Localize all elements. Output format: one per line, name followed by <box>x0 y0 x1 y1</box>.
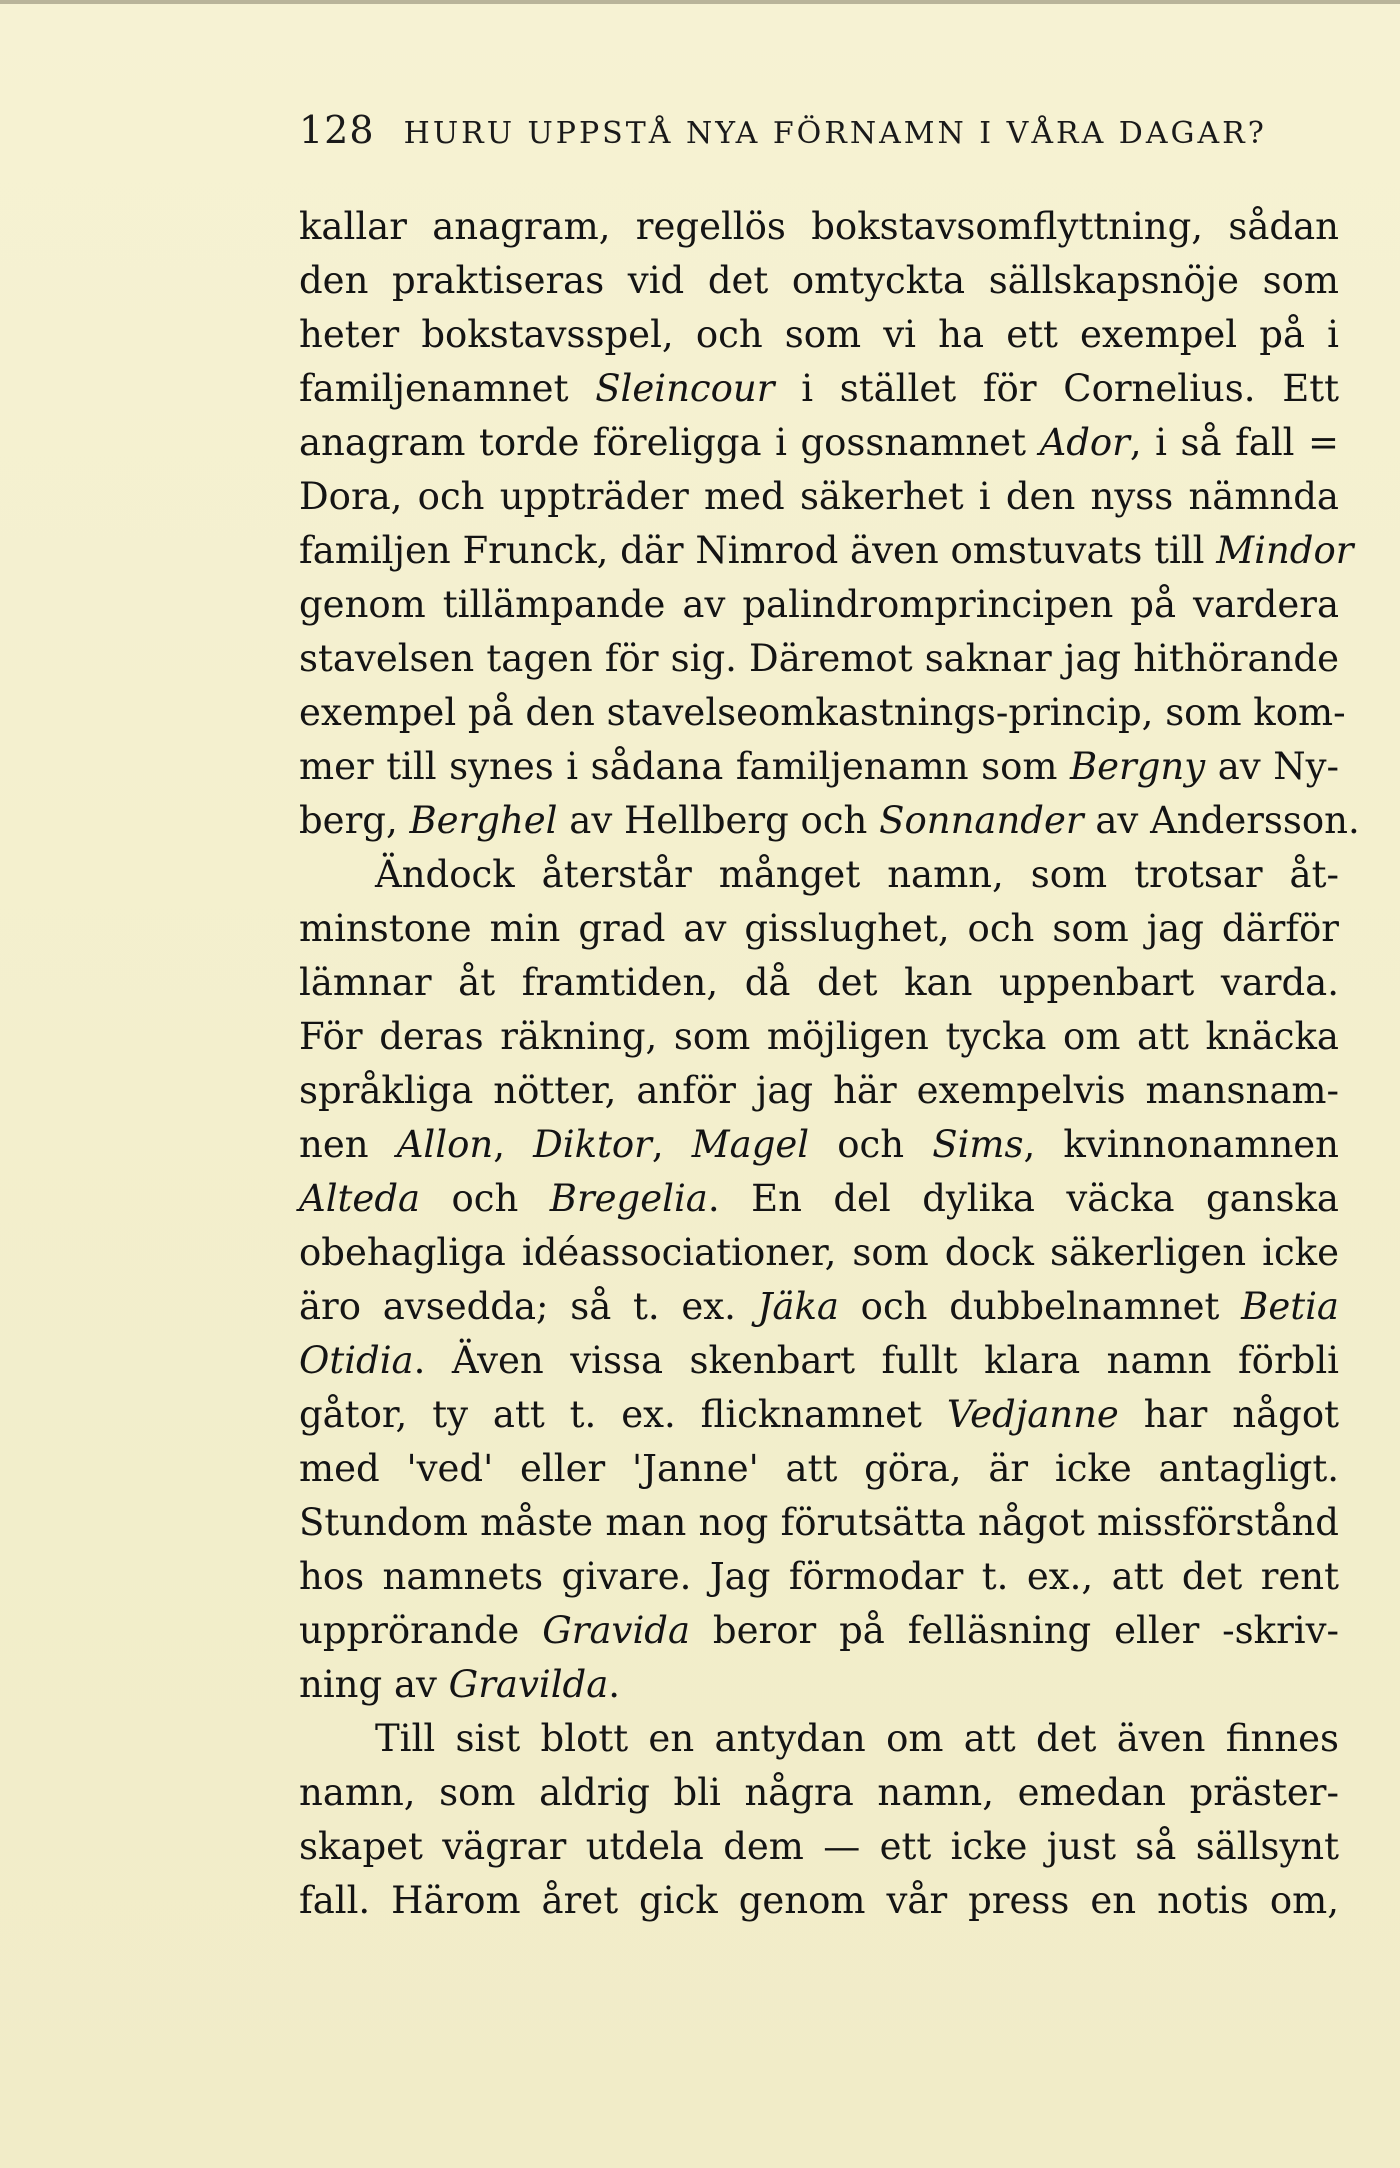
text-segment: äro avsedda; så t. ex. <box>299 1285 758 1328</box>
text-segment: . Även vissa skenbart fullt klara namn förbli <box>413 1339 1339 1382</box>
text-segment: genom tillämpande av palindromprincipen på vardera <box>299 583 1339 626</box>
text-line <box>299 740 1339 794</box>
text-segment: , i så fall = <box>1129 421 1340 464</box>
text-segment: och <box>809 1123 933 1166</box>
text-segment: lämnar åt framtiden, då det kan uppenbart varda. <box>299 961 1339 1004</box>
page-header <box>299 108 1339 168</box>
body-text <box>299 200 1360 1928</box>
text-segment: , <box>493 1123 534 1166</box>
text-segment: av Andersson. <box>1083 799 1360 842</box>
text-segment: exempel på den stavelseomkastnings-princip, som kom- <box>299 691 1346 734</box>
text-segment: stavelsen tagen för sig. Däremot saknar jag hithörande <box>299 637 1339 680</box>
text-segment: med 'ved' eller 'Janne' att göra, är icke antagligt. <box>299 1447 1339 1490</box>
text-line <box>299 1172 1339 1226</box>
text-line <box>299 308 1339 362</box>
text-line <box>299 1388 1339 1442</box>
text-line <box>299 1010 1339 1064</box>
text-line <box>299 1604 1339 1658</box>
text-segment: namn, som aldrig bli några namn, emedan präster- <box>299 1771 1339 1814</box>
italic-name: Berghel <box>409 799 558 842</box>
text-line <box>299 200 1339 254</box>
italic-name: Allon <box>396 1123 494 1166</box>
text-line <box>299 416 1339 470</box>
italic-name: Gravilda <box>448 1663 609 1706</box>
text-line <box>299 1118 1339 1172</box>
text-line <box>299 794 1360 848</box>
text-line <box>299 1766 1339 1820</box>
text-line <box>299 1064 1339 1118</box>
italic-name: Mindor <box>1216 529 1354 572</box>
text-line <box>299 1226 1339 1280</box>
text-segment: För deras räkning, som möjligen tycka om att knäcka <box>299 1015 1339 1058</box>
text-segment: . En del dylika väcka ganska <box>707 1177 1339 1220</box>
text-segment: och dubbelnamnet <box>838 1285 1242 1328</box>
text-segment: den praktiseras vid det omtyckta sällskapsnöje som <box>299 259 1339 302</box>
text-line <box>299 1874 1339 1928</box>
text-segment: kallar anagram, regellös bokstavsomflyttning, sådan <box>299 205 1339 248</box>
text-segment: i stället för Cornelius. Ett <box>774 367 1339 410</box>
text-line <box>299 524 1354 578</box>
text-line <box>299 1820 1339 1874</box>
text-segment: familjenamnet <box>299 367 596 410</box>
text-segment: Dora, och uppträder med säkerhet i den nyss nämnda <box>299 475 1339 518</box>
text-segment: beror på felläsning eller -skriv- <box>690 1609 1339 1652</box>
text-line <box>299 1280 1339 1334</box>
text-line <box>299 254 1339 308</box>
italic-name: Betia <box>1241 1285 1339 1328</box>
text-segment: av Hellberg och <box>557 799 880 842</box>
italic-name: Vedjanne <box>946 1393 1119 1436</box>
text-line <box>299 956 1339 1010</box>
text-segment: Till sist blott en antydan om att det även finnes <box>375 1717 1339 1760</box>
text-segment: skapet vägrar utdela dem — ett icke just så sällsynt <box>299 1825 1339 1868</box>
italic-name: Sims <box>932 1123 1024 1166</box>
text-segment: heter bokstavsspel, och som vi ha ett exempel på i <box>299 313 1339 356</box>
text-segment: . <box>608 1663 621 1706</box>
text-line <box>299 362 1339 416</box>
text-segment: anagram torde föreligga i gossnamnet <box>299 421 1040 464</box>
text-line <box>299 1550 1339 1604</box>
text-line <box>299 1658 1339 1712</box>
text-segment: ning av <box>299 1663 449 1706</box>
italic-name: Magel <box>691 1123 810 1166</box>
italic-name: Bregelia <box>549 1177 708 1220</box>
italic-name: Ador <box>1039 421 1130 464</box>
text-segment: , kvinnonamnen <box>1023 1123 1339 1166</box>
italic-name: Jäka <box>757 1285 839 1328</box>
italic-name: Alteda <box>299 1177 421 1220</box>
text-line <box>299 848 1339 902</box>
italic-name: Diktor <box>533 1123 652 1166</box>
text-line <box>299 1442 1339 1496</box>
italic-name: Sleincour <box>595 367 775 410</box>
text-segment: fall. Härom året gick genom vår press en notis om, <box>299 1879 1339 1922</box>
text-segment: mer till synes i sådana familjenamn som <box>299 745 1070 788</box>
text-line <box>299 470 1339 524</box>
text-segment: och <box>420 1177 550 1220</box>
italic-name: Otidia <box>299 1339 414 1382</box>
text-segment: berg, <box>299 799 410 842</box>
text-segment: upprörande <box>299 1609 543 1652</box>
top-edge-rule <box>0 0 1400 4</box>
text-line <box>299 1334 1339 1388</box>
text-segment: , <box>651 1123 692 1166</box>
running-title: HURU UPPSTÅ NYA FÖRNAMN I VÅRA DAGAR? <box>403 116 1267 151</box>
text-line <box>299 1496 1339 1550</box>
page-number: 128 <box>299 108 375 152</box>
text-segment: minstone min grad av gisslughet, och som jag därför <box>299 907 1339 950</box>
text-segment: familjen Frunck, där Nimrod även omstuvats till <box>299 529 1217 572</box>
text-line <box>299 686 1346 740</box>
text-segment: har något <box>1118 1393 1339 1436</box>
text-line <box>299 902 1339 956</box>
text-segment: obehagliga idéassociationer, som dock säkerligen icke <box>299 1231 1339 1274</box>
text-line <box>299 1712 1339 1766</box>
text-segment: språkliga nötter, anför jag här exempelvis mansnam- <box>299 1069 1339 1112</box>
text-segment: Ändock återstår månget namn, som trotsar åt- <box>375 853 1339 896</box>
italic-name: Sonnander <box>879 799 1084 842</box>
text-segment: Stundom måste man nog förutsätta något missförstånd <box>299 1501 1339 1544</box>
italic-name: Gravida <box>542 1609 691 1652</box>
text-line <box>299 578 1339 632</box>
text-segment: nen <box>299 1123 397 1166</box>
text-segment: gåtor, ty att t. ex. flicknamnet <box>299 1393 947 1436</box>
text-segment: av Ny- <box>1205 745 1339 788</box>
italic-name: Bergny <box>1069 745 1206 788</box>
text-line <box>299 632 1339 686</box>
text-segment: hos namnets givare. Jag förmodar t. ex., att det rent <box>299 1555 1339 1598</box>
